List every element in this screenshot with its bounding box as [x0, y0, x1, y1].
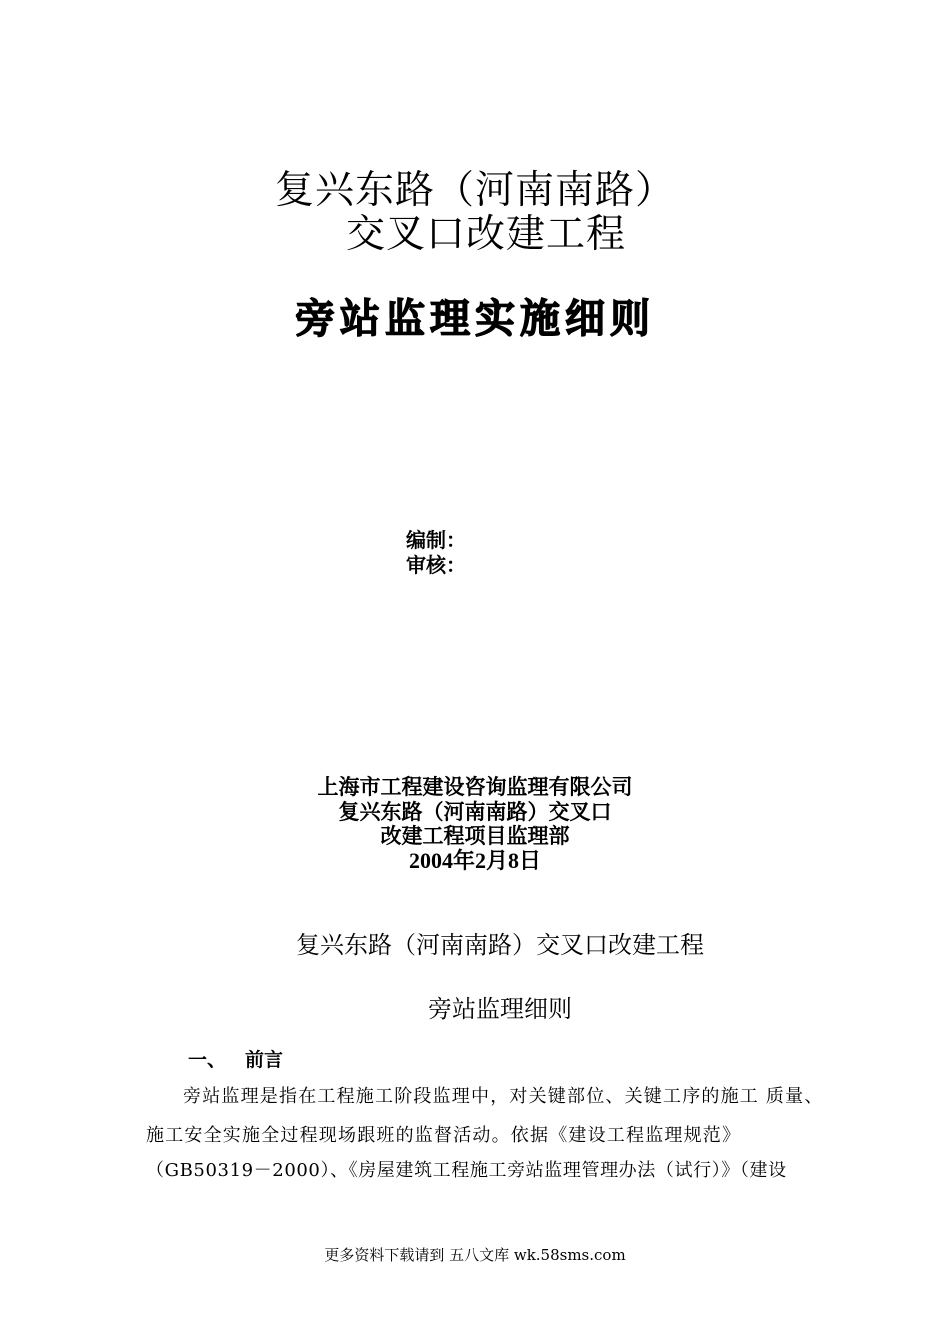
- reviewed-by-label: 审核：: [406, 553, 466, 577]
- cover-title-line-1: 复兴东路（河南南路）: [274, 168, 675, 213]
- paragraph-line: 施工安全实施全过程现场跟班的监督活动。依据《建设工程监理规范》: [146, 1125, 742, 1146]
- paragraph-line: （GB50319－2000）、《房屋建筑工程施工旁站监理管理办法（试行）》（建设: [146, 1160, 787, 1181]
- cover-title-line-2: 交叉口改建工程: [345, 212, 626, 257]
- section-title: 前言: [245, 1049, 284, 1071]
- document-subtitle-line-1: 复兴东路（河南南路）交叉口改建工程: [296, 931, 704, 959]
- project-name-line: 复兴东路（河南南路）交叉口: [338, 800, 612, 824]
- document-subtitle-line-2: 旁站监理细则: [428, 995, 572, 1023]
- section-number: 一、: [188, 1049, 227, 1071]
- organization-name: 上海市工程建设咨询监理有限公司: [317, 775, 633, 799]
- cover-main-title: 旁站监理实施细则: [295, 296, 655, 342]
- project-department: 改建工程项目监理部: [380, 824, 570, 848]
- section-heading: [188, 1048, 283, 1072]
- compiled-by-label: 编制：: [406, 528, 466, 552]
- cover-date: 2004年2月8日: [408, 848, 541, 873]
- footer-download-note: 更多资料下载请到 五八文库 wk.58sms.com: [324, 1246, 626, 1264]
- paragraph-line: 旁站监理是指在工程施工阶段监理中，对关键部位、关键工序的施工 质量、: [183, 1086, 824, 1107]
